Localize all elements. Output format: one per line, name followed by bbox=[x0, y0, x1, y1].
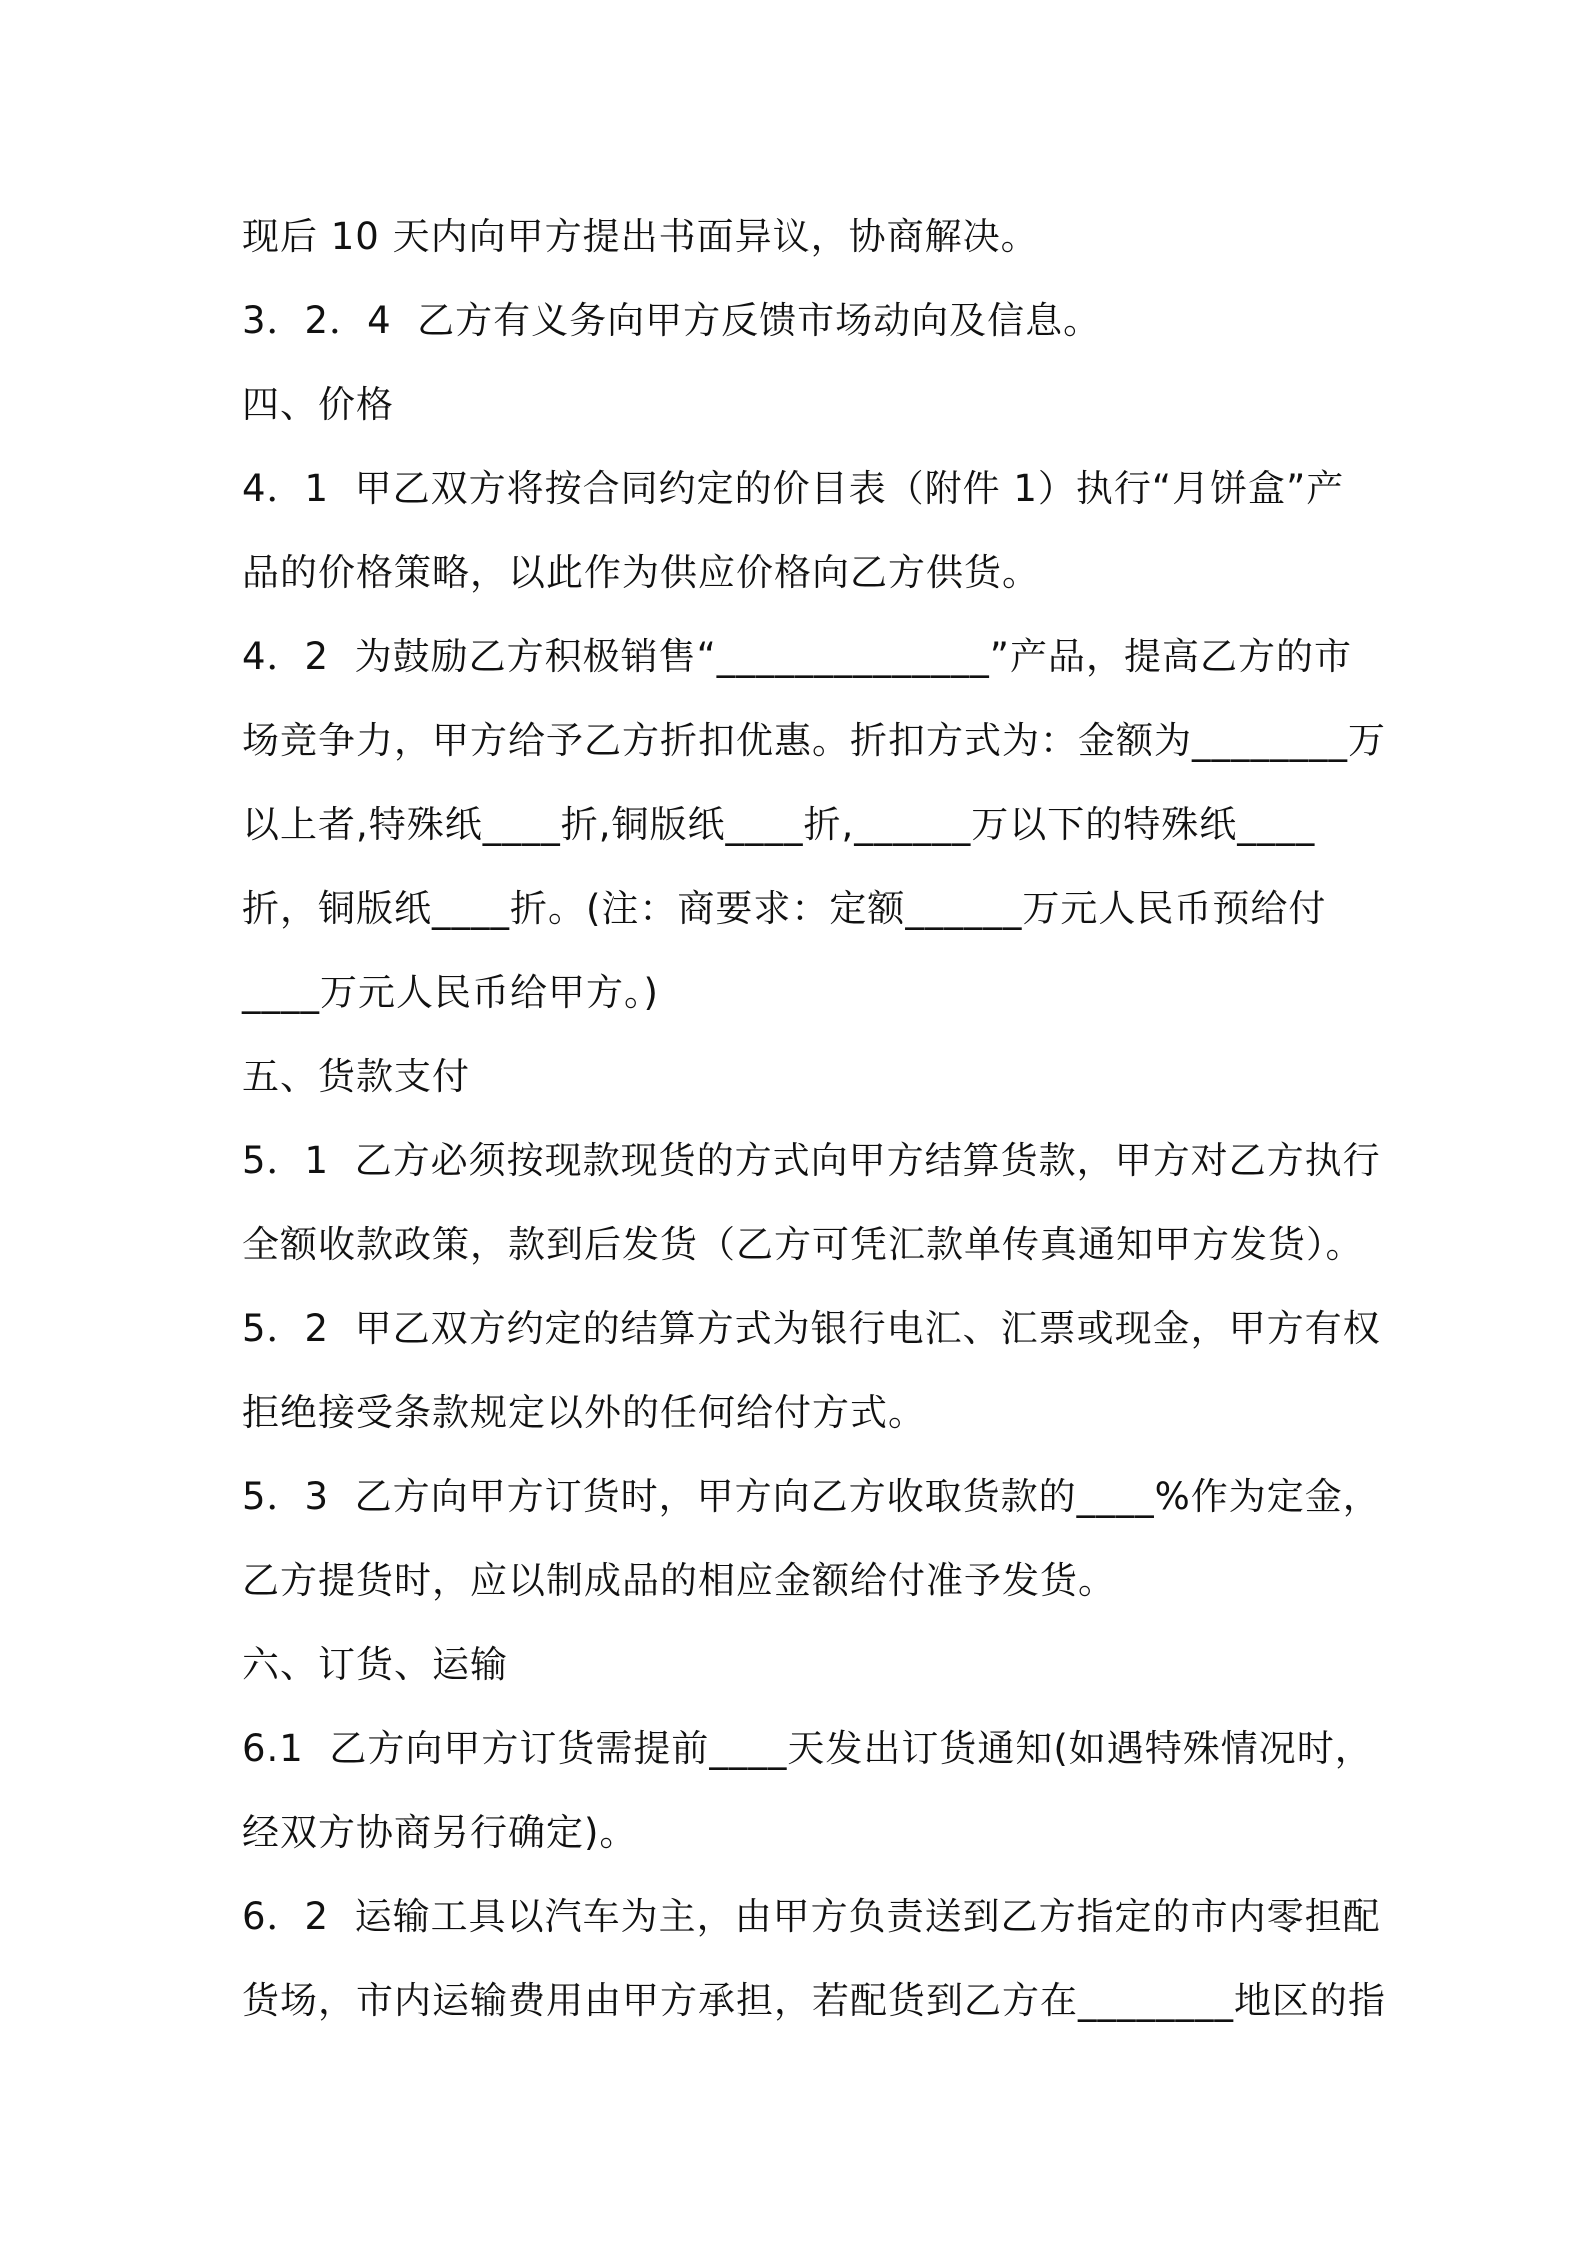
clause-4-1: 4．1 甲乙双方将按合同约定的价目表（附件 1）执行“月饼盒”产 bbox=[242, 467, 1345, 510]
document-body bbox=[242, 195, 1386, 2043]
text-line: 折，铜版纸____折。(注：商要求：定额______万元人民币预给付 bbox=[242, 887, 1327, 930]
text-line: ____万元人民币给甲方。) bbox=[242, 971, 659, 1014]
text-line: 货场，市内运输费用由甲方承担，若配货到乙方在________地区的指 bbox=[242, 1979, 1386, 2022]
text-line: 拒绝接受条款规定以外的任何给付方式。 bbox=[242, 1391, 926, 1434]
section-heading-ordering-transport: 六、订货、运输 bbox=[242, 1643, 508, 1686]
clause-6-2: 6．2 运输工具以汽车为主，由甲方负责送到乙方指定的市内零担配 bbox=[242, 1895, 1381, 1938]
text-line: 乙方提货时，应以制成品的相应金额给付准予发货。 bbox=[242, 1559, 1116, 1602]
text-line: 经双方协商另行确定)。 bbox=[242, 1811, 638, 1854]
clause-6-1: 6.1 乙方向甲方订货需提前____天发出订货通知(如遇特殊情况时， bbox=[242, 1727, 1373, 1770]
section-heading-price: 四、价格 bbox=[242, 383, 394, 426]
clause-4-2: 4．2 为鼓励乙方积极销售“______________”产品，提高乙方的市 bbox=[242, 635, 1352, 678]
text-line: 全额收款政策，款到后发货（乙方可凭汇款单传真通知甲方发货）。 bbox=[242, 1223, 1364, 1266]
clause-5-1: 5．1 乙方必须按现款现货的方式向甲方结算货款，甲方对乙方执行 bbox=[242, 1139, 1381, 1182]
text-line: 现后 10 天内向甲方提出书面异议，协商解决。 bbox=[242, 215, 1039, 258]
clause-3-2-4: 3．2．4 乙方有义务向甲方反馈市场动向及信息。 bbox=[242, 299, 1102, 342]
clause-5-3: 5．3 乙方向甲方订货时，甲方向乙方收取货款的____%作为定金， bbox=[242, 1475, 1381, 1518]
text-line: 品的价格策略，以此作为供应价格向乙方供货。 bbox=[242, 551, 1040, 594]
text-line: 场竞争力，甲方给予乙方折扣优惠。折扣方式为：金额为________万 bbox=[242, 719, 1386, 762]
text-line: 以上者,特殊纸____折,铜版纸____折,______万以下的特殊纸____ bbox=[242, 803, 1316, 846]
clause-5-2: 5．2 甲乙双方约定的结算方式为银行电汇、汇票或现金，甲方有权 bbox=[242, 1307, 1381, 1350]
section-heading-payment: 五、货款支付 bbox=[242, 1055, 470, 1098]
